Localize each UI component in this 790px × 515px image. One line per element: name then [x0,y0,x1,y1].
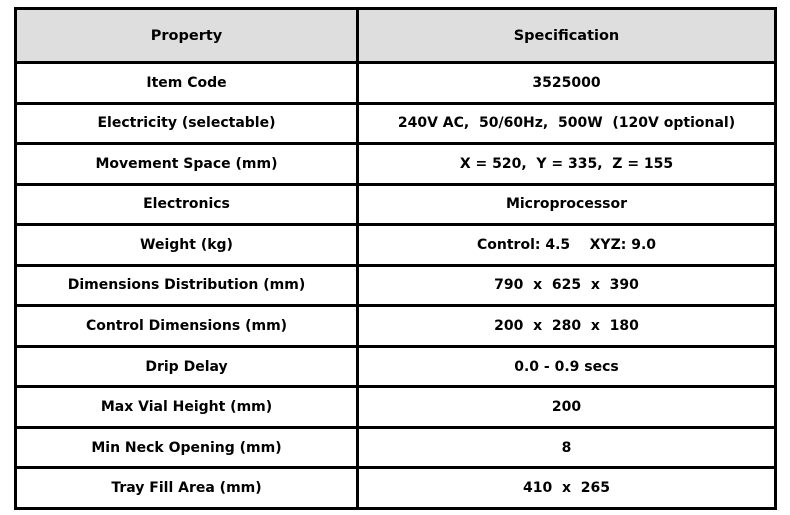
property-cell: Drip Delay [17,348,356,386]
specification-cell: 410 x 265 [359,469,774,507]
specification-cell: Microprocessor [359,186,774,224]
specification-cell: 790 x 625 x 390 [359,267,774,305]
property-cell: Item Code [17,64,356,102]
property-cell: Tray Fill Area (mm) [17,469,356,507]
property-cell: Weight (kg) [17,226,356,264]
header-property: Property [17,10,356,61]
property-cell: Min Neck Opening (mm) [17,429,356,467]
specification-cell: 8 [359,429,774,467]
property-cell: Dimensions Distribution (mm) [17,267,356,305]
property-cell: Electronics [17,186,356,224]
property-cell: Movement Space (mm) [17,145,356,183]
specification-cell: 0.0 - 0.9 secs [359,348,774,386]
specification-cell: 3525000 [359,64,774,102]
property-cell: Electricity (selectable) [17,105,356,143]
property-cell: Control Dimensions (mm) [17,307,356,345]
property-cell: Max Vial Height (mm) [17,388,356,426]
specification-cell: X = 520, Y = 335, Z = 155 [359,145,774,183]
header-specification: Specification [359,10,774,61]
specification-cell: 200 [359,388,774,426]
specification-cell: 200 x 280 x 180 [359,307,774,345]
specification-cell: 240V AC, 50/60Hz, 500W (120V optional) [359,105,774,143]
spec-table [14,7,777,510]
specification-cell: Control: 4.5 XYZ: 9.0 [359,226,774,264]
